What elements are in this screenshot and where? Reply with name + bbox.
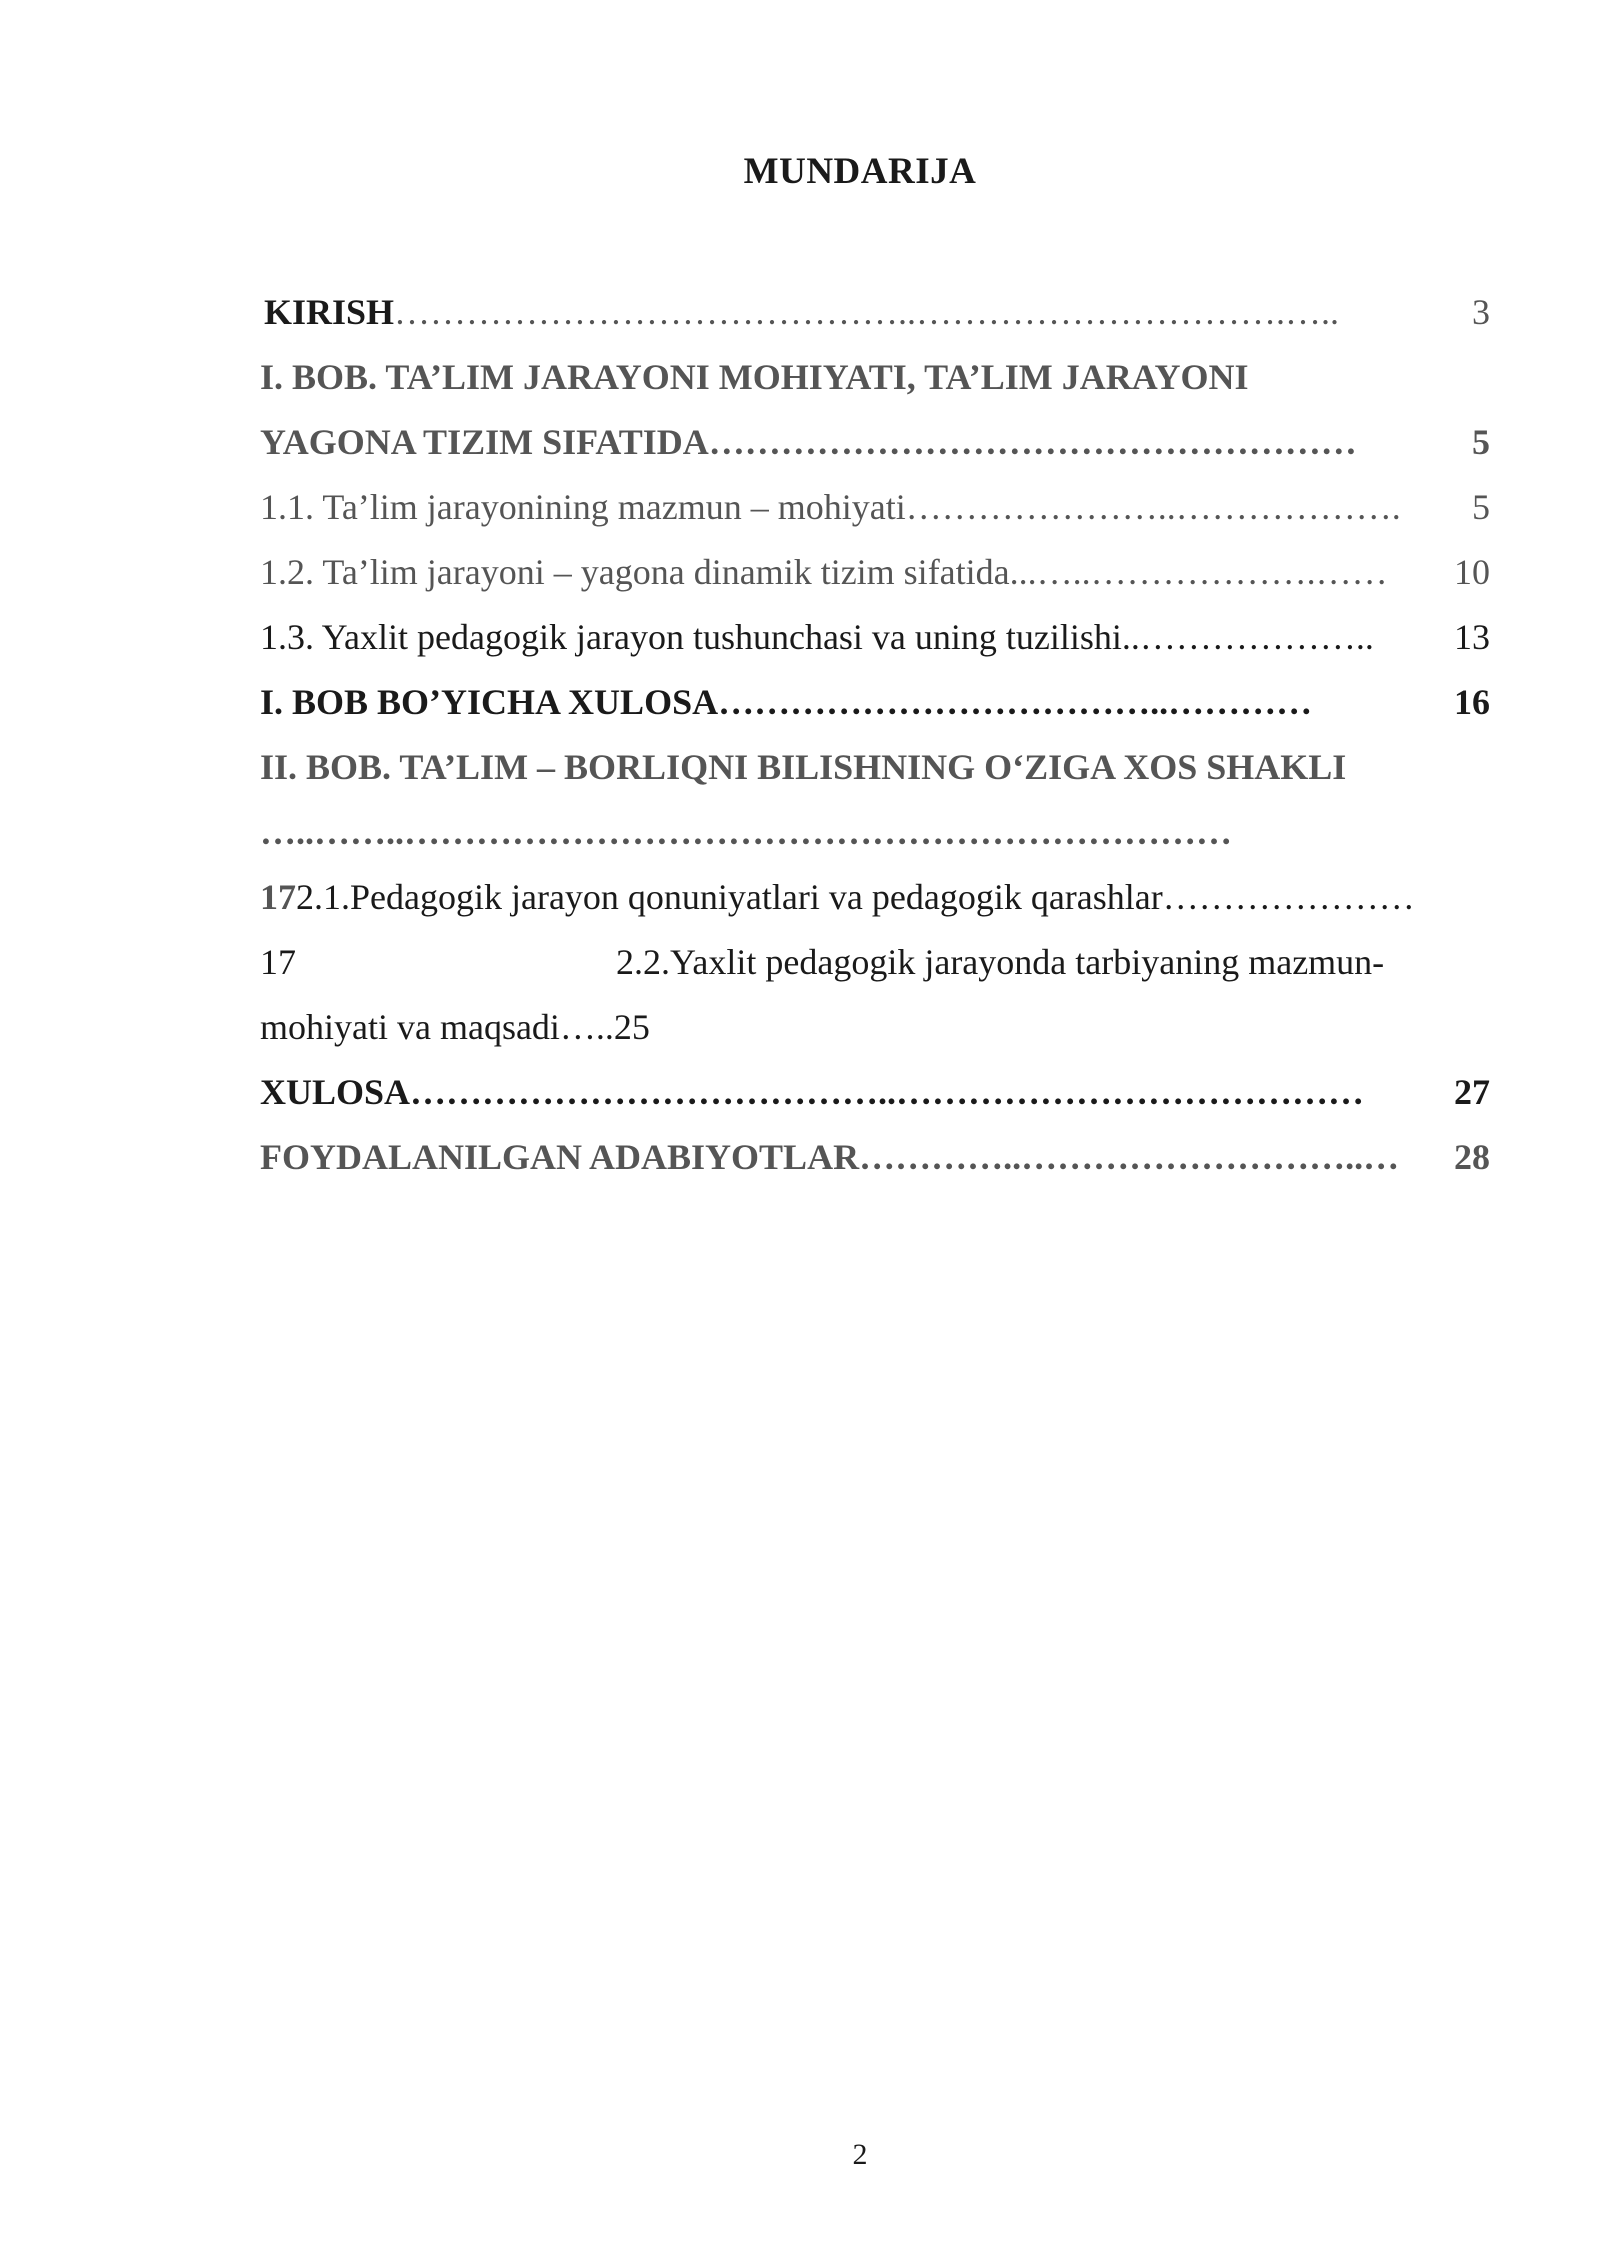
toc-page-number: 28 xyxy=(1454,1137,1490,1177)
toc-entry-label: I. BOB BO’YICHA XULOSA xyxy=(260,682,719,722)
toc-leader-dots-line xyxy=(260,800,1490,865)
toc-page-number: 10 xyxy=(1454,552,1490,592)
toc-entry-label: FOYDALANILGAN ADABIYOTLAR xyxy=(260,1137,860,1177)
toc-entry-label: 1.3. Yaxlit pedagogik jarayon tushunchasi va uning tuzilishi xyxy=(260,617,1122,657)
toc-page-number: 17 xyxy=(260,877,296,917)
toc-leader-dots: ……………………………………..………………………….….. xyxy=(394,292,1340,332)
toc-entry-conclusion[interactable] xyxy=(260,1060,1490,1125)
toc-entry-section-2-2-continued[interactable] xyxy=(260,995,1490,1060)
toc-entry-label: II. BOB. TA’LIM – BORLIQNI BILISHNING O‘ZIGA XOS SHAKLI xyxy=(260,747,1347,787)
toc-entry-label: 2.2.Yaxlit pedagogik jarayonda tarbiyaning mazmun- xyxy=(616,942,1385,982)
toc-entry-kirish[interactable] xyxy=(260,280,1490,345)
toc-page-number: 16 xyxy=(1454,682,1490,722)
toc-page-number: 17 xyxy=(260,942,296,982)
page-number: 2 xyxy=(852,2138,868,2171)
toc-entry-chapter-1-line-1[interactable] xyxy=(260,345,1490,410)
toc-entry-section-2-1[interactable] xyxy=(260,865,1490,930)
toc-leader-dots: ……………………………………………… xyxy=(708,422,1357,462)
toc-leader-dots: ..……………….. xyxy=(1121,617,1374,657)
toc-entry-label: I. BOB. TA’LIM JARAYONI MOHIYATI, TA’LIM JARAYONI xyxy=(260,357,1249,397)
toc-entry-label: 1.1. Ta’lim jarayonining mazmun – mohiyati xyxy=(260,487,906,527)
toc-page-number: 3 xyxy=(1472,292,1490,332)
toc-page-number: 27 xyxy=(1454,1072,1490,1112)
toc-leader-dots: ...…..……………….…… xyxy=(1009,552,1388,592)
toc-leader-dots: ………………………………..………… xyxy=(718,682,1313,722)
toc-page-number: 13 xyxy=(1454,617,1490,657)
toc-entry-label: XULOSA xyxy=(260,1072,411,1112)
page-title: MUNDARIJA xyxy=(743,151,977,192)
toc-leader-dots: …..……..…………………………………………………………… xyxy=(260,812,1232,852)
toc-entry-chapter-1-line-2[interactable] xyxy=(260,410,1490,475)
toc-entry-label: 1.2. Ta’lim jarayoni – yagona dinamik tizim sifatida xyxy=(260,552,1010,592)
toc-entry-label: KIRISH xyxy=(264,292,395,332)
toc-entry-section-1-2[interactable] xyxy=(260,540,1490,605)
table-of-contents xyxy=(260,280,1490,1190)
toc-entry-label: YAGONA TIZIM SIFATIDA xyxy=(260,422,709,462)
toc-entry-label: mohiyati va maqsadi…..25 xyxy=(260,1007,650,1047)
toc-entry-references[interactable] xyxy=(260,1125,1490,1190)
toc-page-number: 5 xyxy=(1472,422,1490,462)
toc-leader-dots: …………………..………………. xyxy=(905,487,1401,527)
toc-entry-chapter-2[interactable] xyxy=(260,735,1490,800)
toc-entry-chapter-1-conclusion[interactable] xyxy=(260,670,1490,735)
toc-leader-dots: …………………………………..………………………………… xyxy=(410,1072,1365,1112)
toc-entry-label: 2.1.Pedagogik jarayon qonuniyatlari va pedagogik qarashlar………………… xyxy=(296,877,1415,917)
toc-entry-section-2-2[interactable] xyxy=(260,930,1490,995)
toc-leader-dots: …………..………………………..… xyxy=(859,1137,1400,1177)
toc-page-number: 5 xyxy=(1472,487,1490,527)
toc-entry-section-1-3[interactable] xyxy=(260,605,1490,670)
toc-entry-section-1-1[interactable] xyxy=(260,475,1490,540)
